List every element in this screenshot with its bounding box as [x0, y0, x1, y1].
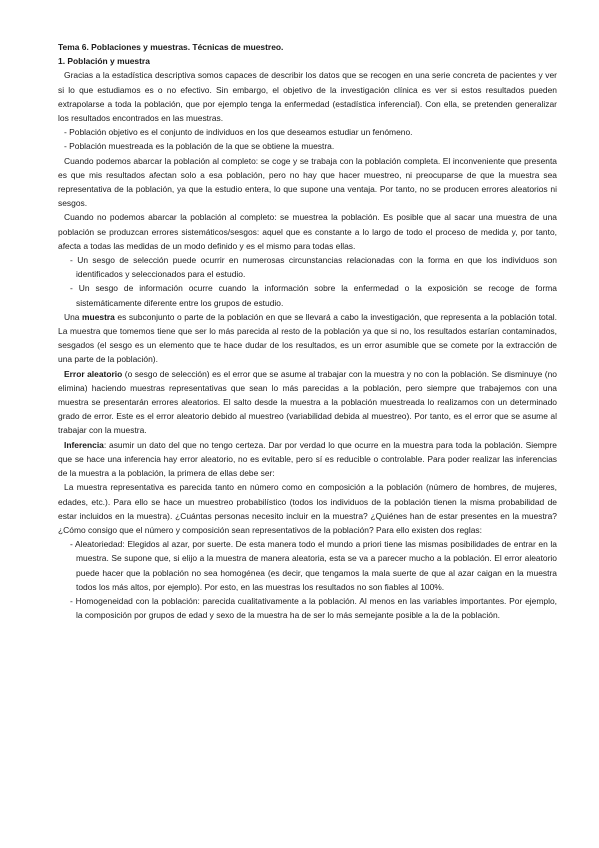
- bullet-poblacion-muestreada: - Población muestreada es la población de la que se obtiene la muestra.: [64, 141, 335, 152]
- paragraph-error-aleatorio: [58, 367, 557, 438]
- bullet-aleatoriedad: - Aleatoriedad: Elegidos al azar, por suerte. De esta manera todo el mundo a priori tiene las mismas posibilidades de entrar en la muestra. Se supone que, si elijo a la muestra de manera aleatoria, esta se va a parecer mucho a la población. El error aleatorio puede hacer que la población no sea homogénea (es decir, que tengamos la mala suerte de que al azar caigan en la muestra todos los más altos, por ejemplo). Por esto, en las muestras los resultados no son fiables al 100%.: [70, 539, 557, 592]
- paragraph-poblacion-completa: Cuando podemos abarcar la población al completo: se coge y se trabaja con la población completa. El inconveniente que presenta es que mis resultados afectan solo a esa población, pero no hay que hacer muestreo, ni preocuparse de que la muestra sea representativa de la población, ya que la estudio entera, lo que supone una ventaja. Por tanto, no se producen errores aleatorios ni sesgos.: [58, 155, 557, 209]
- term-inferencia: Inferencia: [64, 439, 104, 450]
- document-title: Tema 6. Poblaciones y muestras. Técnicas de muestreo.: [58, 42, 284, 52]
- muestra-text: es subconjunto o parte de la población en que se llevará a cabo la investigación, que representa a la población total. La muestra que tomemos tiene que ser lo más parecida al resto de la población ya que si no, los resultados estarían contaminados, sesgados (el sesgo es un elemento que te hace dudar de los resultados, es un error asumible que se comete por la extracción de una parte de la población).: [58, 311, 557, 365]
- paragraph-muestra: [58, 310, 557, 367]
- term-muestra: muestra: [82, 311, 115, 322]
- paragraph-muestreo: Cuando no podemos abarcar la población al completo: se muestrea la población. Es posible que al sacar una muestra de una población se produzcan errores sistemáticos/sesgos: aquel que es constante a lo largo de todo el proceso de medida y, por tanto, afecta a todas las medidas de un modo definido y es el mismo para todas ellas.: [58, 212, 557, 251]
- bullet-sesgo-seleccion: - Un sesgo de selección puede ocurrir en numerosas circunstancias relacionadas con la forma en que los individuos son identificados y seleccionados para el estudio.: [70, 255, 557, 280]
- section-heading: 1. Población y muestra: [58, 56, 150, 67]
- bullet-sesgo-informacion: - Un sesgo de información ocurre cuando la información sobre la enfermedad o la exposición se recoge de forma sistemáticamente diferente entre los grupos de estudio.: [70, 283, 557, 308]
- muestra-pre: Una: [64, 311, 83, 322]
- term-error-aleatorio: Error aleatorio: [64, 368, 123, 379]
- inferencia-text: : asumir un dato del que no tengo certeza. Dar por verdad lo que ocurre en la muestra para toda la población. Siempre que se hace una inferencia hay error aleatorio, no es evitable, pero sí es reducible o controlable. Para poder realizar las inferencias de la muestra a la población, la primera de ellas debe ser:: [58, 439, 557, 479]
- paragraph-inferencia: [58, 438, 557, 481]
- paragraph-intro: Gracias a la estadística descriptiva somos capaces de describir los datos que se recogen en una serie concreta de pacientes y ver si lo que estudiamos es o no efectivo. Sin embargo, el objetivo de la investigación clínica es ver si estos resultados pueden extrapolarse a toda la población, que por ejemplo tenga la enfermedad (estadística inferencial). Con ella, se pretenden generalizar los resultados encontrados en las muestras.: [58, 70, 557, 124]
- paragraph-muestra-representativa: La muestra representativa es parecida tanto en número como en composición a la población (número de hombres, de mujeres, edades, etc.). Para ello se hace un muestreo probabilístico (todos los individuos de la población tienen la misma probabilidad de estar incluidos en la muestra). ¿Cuántas personas necesito incluir en la muestra? ¿Quiénes han de estar presentes en la muestra? ¿Cómo consigo que el número y composición sean representativos de la población? Para ello existen dos reglas:: [58, 482, 557, 535]
- bullet-homogeneidad: - Homogeneidad con la población: parecida cualitativamente a la población. Al menos en las variables importantes. Por ejemplo, la composición por grupos de edad y sexo de la muestra ha de ser lo más semejante posible a la de la población.: [70, 595, 557, 621]
- bullet-poblacion-objetivo: - Población objetivo es el conjunto de individuos en los que deseamos estudiar un fenómeno.: [64, 127, 413, 138]
- error-aleatorio-text: (o sesgo de selección) es el error que se asume al trabajar con la muestra y no con la población. Se disminuye (no elimina) haciendo muestras representativas que sean lo más parecidas a la población, pero siempre que trabajemos con una muestra se presentarán errores aleatorios. El salto desde la muestra a la población muestreada lo realizamos con un determinado grado de error. Este es el error aleatorio debido al muestreo (variabilidad debida al muestreo). Por tanto, es el error que se asume al trabajar con la muestra.: [58, 368, 557, 436]
